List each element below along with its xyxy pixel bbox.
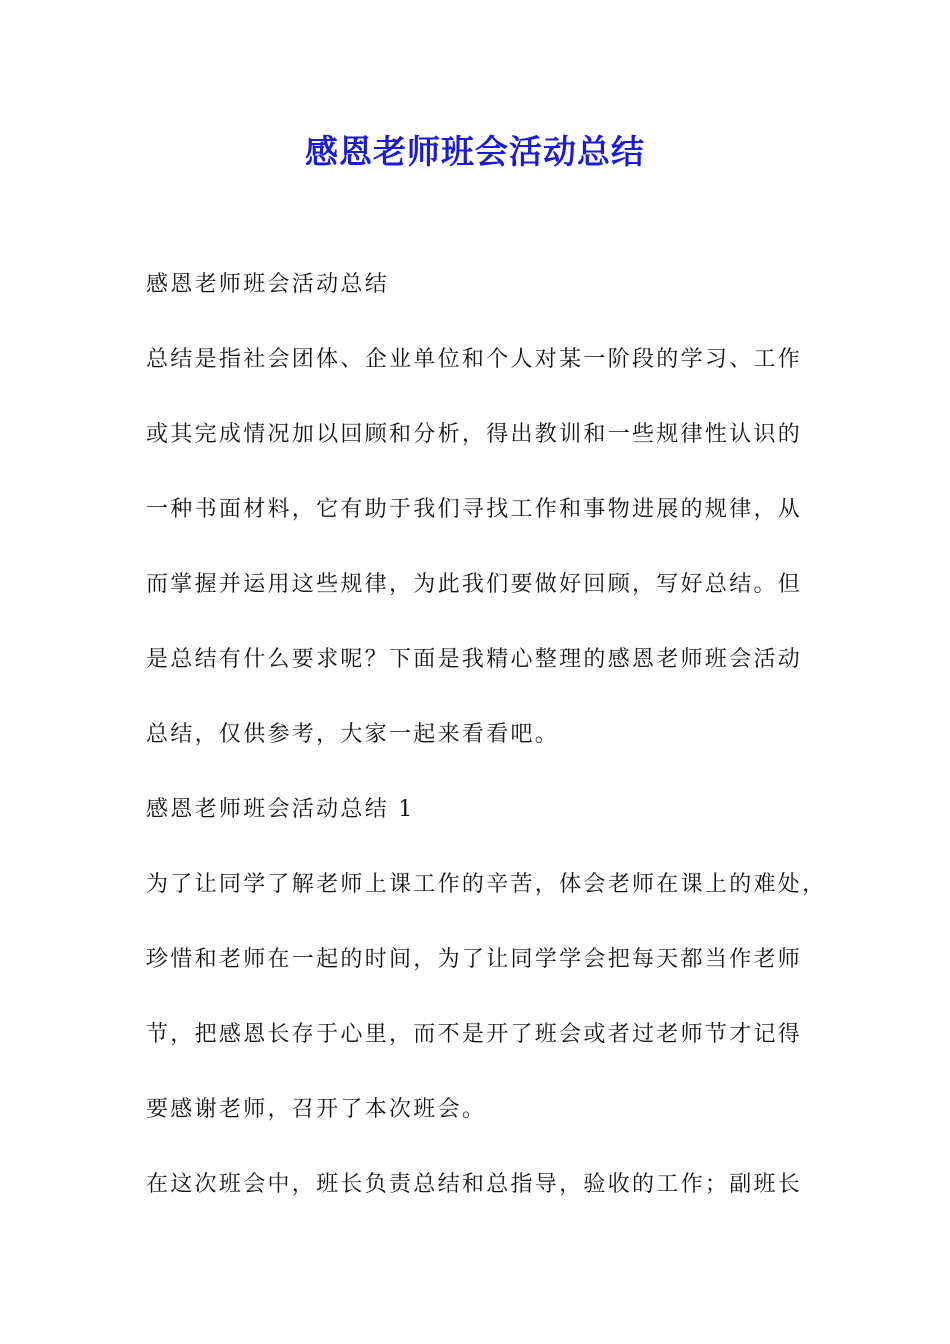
intro-line: 一种书面材料，它有助于我们寻找工作和事物进展的规律，从	[146, 497, 803, 522]
intro-line: 总结是指社会团体、企业单位和个人对某一阶段的学习、工作	[146, 347, 803, 372]
paragraph-line: 在这次班会中，班长负责总结和总指导，验收的工作；副班长	[146, 1172, 803, 1197]
paragraph-2	[146, 1162, 806, 1208]
page-title: 感恩老师班会活动总结	[305, 132, 645, 171]
paragraph-line: 珍惜和老师在一起的时间，为了让同学学会把每天都当作老师	[146, 947, 803, 972]
document-body	[146, 262, 827, 1208]
document-subtitle: 感恩老师班会活动总结	[146, 272, 390, 297]
intro-paragraph	[146, 337, 806, 758]
paragraph-line: 节，把感恩长存于心里，而不是开了班会或者过老师节才记得	[146, 1022, 803, 1047]
intro-line: 总结，仅供参考，大家一起来看看吧。	[146, 722, 560, 747]
section-heading: 感恩老师班会活动总结 1	[146, 797, 415, 822]
paragraph-line: 为了让同学了解老师上课工作的辛苦，体会老师在课上的难处，	[146, 872, 827, 897]
intro-line: 或其完成情况加以回顾和分析，得出教训和一些规律性认识的	[146, 422, 803, 447]
intro-line: 是总结有什么要求呢？下面是我精心整理的感恩老师班会活动	[146, 647, 803, 672]
paragraph-line: 要感谢老师，召开了本次班会。	[146, 1097, 487, 1122]
intro-line: 而掌握并运用这些规律，为此我们要做好回顾，写好总结。但	[146, 572, 803, 597]
paragraph-1	[146, 862, 827, 1133]
